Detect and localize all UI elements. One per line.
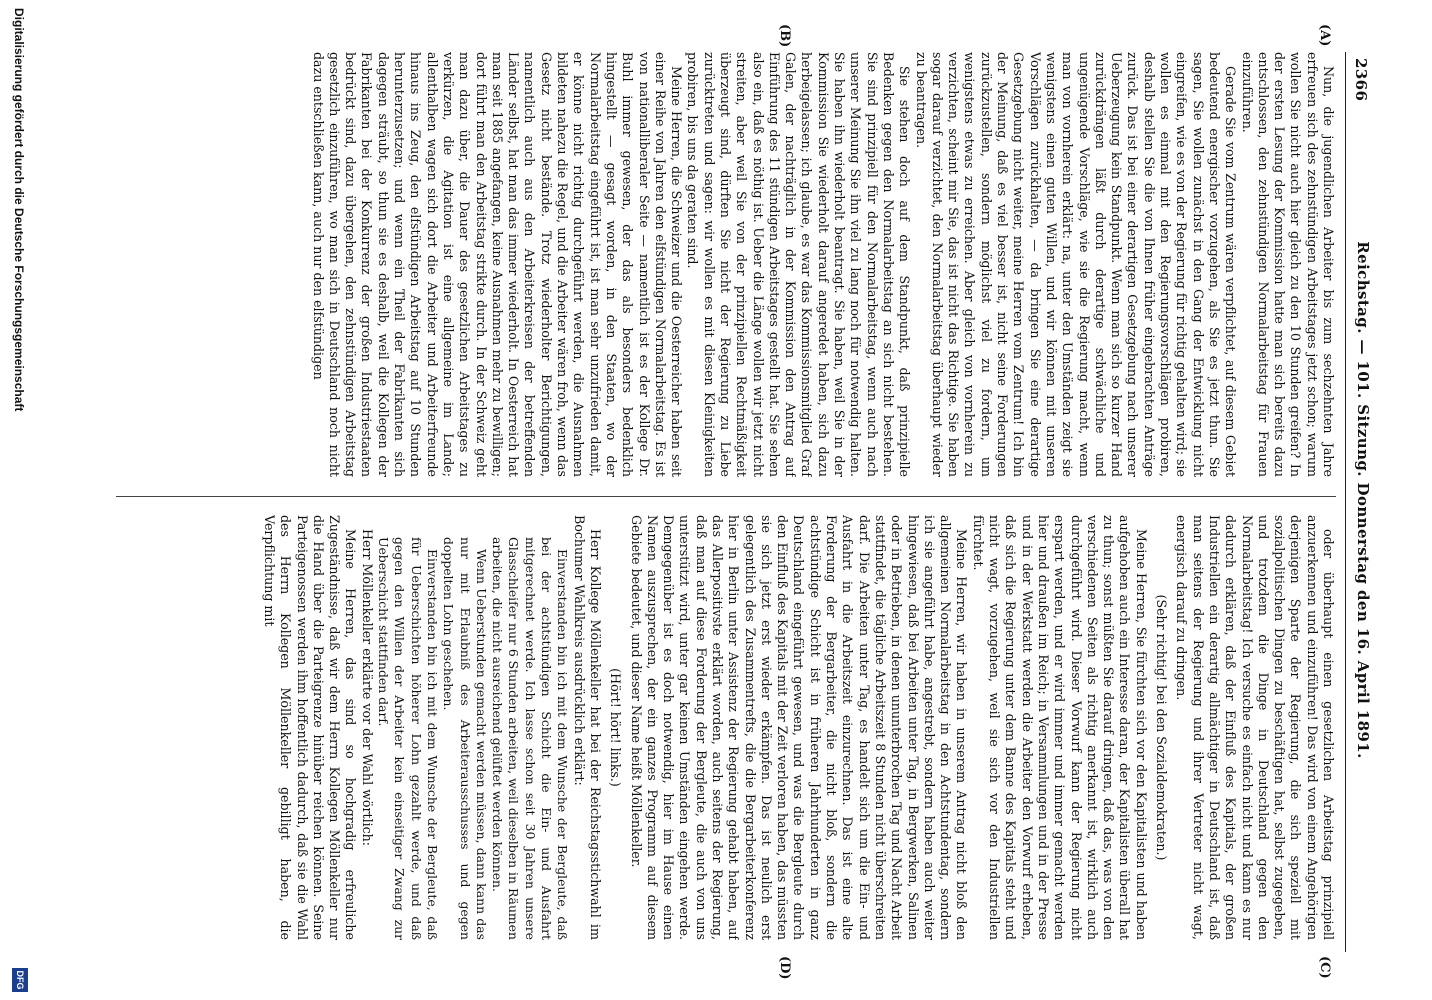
quotation: Wenn Ueberstunden gemacht werden müssen, dann kann das nur mit Erlaubniß des Arbeiterausschusses und gegen doppelten Lohn geschehen.: [441, 537, 489, 940]
paragraph: oder überhaupt einen gesetzlichen Arbeitstag prinzipiell anzuerkennen und einzuführen! Das wird von einem Angehörigen derjenigen Sparte der Regierung, die sich speziell mit sozialpolitischen Dingen zu beschäftigen hat, selbst zugegeben, und trotzdem die Dinge in Deutschland gegen den Normalarbeitstag! Ich versuche es einfach nicht und kann es nur dadurch erklären, daß der Einfluß des Kapitals, der großen Industriellen ein derartig allmächtiger in Deutschland ist, daß man seitens der Regierung und ihrer Vertreter nicht wagt, energisch darauf zu dringen.: [1174, 515, 1336, 940]
paragraph: Sie stehen doch auf dem Standpunkt, daß prinzipielle Bedenken gegen den Normalarbeitstag an sich nicht bestehen. Sie sind prinzipiell für den Normalarbeitstag, wenn auch nach unserer Meinung Sie ihn viel zu lang noch für notwendig halten. Sie haben ihn wiederholt beantragt. Sie haben, weil Sie in der Kommission Sie wiederholt darauf angeredet haben, sich dazu herbeigelassen; ich glaube, es war das Kommissionsmitglied Graf Galen, der nachträglich in der Kommission den Antrag auf Einführung des 11 stündigen Arbeitstages gestellt hat. Sie sehen also ein, daß es nöthig ist. Ueber die Länge wollen wir jetzt nicht streiten, aber weil Sie von der prinzipiellen Rechtmäßigkeit überzeugt sind, dürften Sie nicht der Regierung zu Liebe zurücktreten und sagen: wir wollen es mit diesen Kleinigkeiten probiren, bis uns da geraten sind.: [685, 52, 913, 477]
margin-mark-d: (D): [777, 956, 792, 980]
margin-mark-b: (B): [777, 24, 792, 48]
page-title: Reichstag. — 101. Sitzung. Donnerstag den 16. April 1891.: [1354, 241, 1372, 759]
right-text-column: [136, 515, 1336, 940]
header-rule: [1345, 52, 1346, 952]
margin-mark-a: (A): [1317, 24, 1332, 47]
margin-mark-c: (C): [1317, 956, 1332, 979]
quotation: Einverstanden bin ich mit dem Wunsche der Bergleute, daß bei der achtstündigen Schicht die Ein- und Ausfahrt mitgerechnet werde. Ich lasse schon seit 30 Jahren unsere Glasschleifer nur 6 Stunden arbeiten, weil dieselben in Räumen arbeiten, die nicht ausreichend gelüftet werden können.: [490, 537, 571, 940]
column-divider: [116, 496, 1336, 497]
paragraph: Nun, die jugendlichen Arbeiter bis zum sechzehnten Jahre erfreuen sich des zehnstündigen Arbeitstages jetzt schon; warum wollen Sie nicht auch hier gleich zu den 10 Stunden greifen? In der ersten Lesung der Kommission hatte man sich bereits dazu entschlossen, den zehnstündigen Normalarbeitstag für Frauen einzuführen.: [1239, 52, 1336, 477]
paragraph: Meine Herren, Sie fürchten sich vor den Kapitalisten und haben aufgehoben auch ein Interesse daran, der Kapitalisten überall hat zu thun; sonst müßten Sie darauf dringen, daß das, was von den verschiedenen Seiten als richtig anerkannt ist, wirklich auch durchgeführt wird. Dieser Vorwurf kann der Regierung nicht erspart werden, und er wird immer und immer gemacht werden hier und draußen im Reich; in Versammlungen und in der Presse und in der Werkstatt werden die Arbeiter den Vorwurf erheben, daß sich die Regierung unter dem Banne des Kapitals steht und nicht wagt, vorzugehen, weil sie sich vor den Industriellen fürchtet.: [970, 515, 1149, 940]
paragraph: Meine Herren, die Schweizer und die Oesterreicher haben seit einer Reihe von Jahren den elfstündigen Normalarbeitstag. Es ist von nationalliberaler Seite — namentlich ist es der Kollege Dr. Buhl immer gewesen, der das als besonders bedenklich hingestellt — gesagt worden, in den Staaten, wo der Normalarbeitstag eingeführt ist, ist man sehr unzufrieden damit, er könne nicht richtig durchgeführt werden, die Ausnahmen bildeten nahezu die Regel, und die Arbeiter wären froh, wenn das Gesetz nicht bestände. Trotz wiederholter Berichtigungen, namentlich auch aus den Arbeiterkreisen der betreffenden Länder selbst, hat man das immer wiederholt. In Oesterreich hat man seit 1885 angefangen, keine Ausnahmen mehr zu bewilligen; dort führt man den Arbeitstag strikte durch. In der Schweiz geht man dazu über, die Dauer des gesetzlichen Arbeitstages zu verkürzen, die Agitation ist eine allgemeine im Lande; allenthalben wagen sich dort die Arbeiter und Arbeiterfreunde hinaus ins Zeug, den elfstündigen Arbeitstag auf 10 Stunden herunterzusetzen; und wenn ein Theil der Fabrikanten sich dagegen sträubt, so thun sie es deshalb, weil die Kollegen der Fabrikanten bei der Konkurrenz der großen Industriestaaten bedrückt sind, dazu übergehen, den zehnstündigen Arbeitstag gesetzlich einzuführen, wo man sich in Deutschland noch nicht dazu entschließen kann, auch nur den elfstündigen: [310, 52, 685, 477]
digitization-credit: Digitalisierung gefördert durch die Deutsche Forschungsgemeinschaft: [12, 8, 26, 412]
paragraph: Herr Möllenkeller erklärte vor der Wahl wörtlich:: [359, 529, 375, 847]
paragraph: Herr Kollege Möllenkeller hat bei der Reichstagsstichwahl im Bochumer Wahlkreis ausdrücklich erklärt:: [571, 515, 603, 940]
page-header: [1344, 48, 1384, 952]
quotation: Einverstanden bin ich mit dem Wunsche der Bergleute, daß für Ueberschichten höherer Lohn gezahlt werde, und daß gegen den Willen der Arbeiter kein einseitiger Zwang zur Ueberschicht stattfinden darf.: [376, 537, 440, 940]
page-number: 2366: [1352, 58, 1370, 102]
interjection: (Hört! hört! links.): [608, 668, 624, 787]
digitization-footer: [8, 0, 30, 1000]
paragraph: Meine Herren, das sind so hochgradig erfreuliche Zugeständnisse, daß wir dem Herrn Kollegen Möllenkeller nur die Hand über die Parteigrenze hinüber reichen können. Seine Parteigenossen werden ihm hoffentlich dadurch, daß sie die Wahl des Herrn Kollegen Möllenkeller gebilligt haben, die Verpflichtung mit: [262, 515, 359, 940]
dfg-logo: DFG: [12, 968, 28, 992]
interjection: (Sehr richtig! bei den Sozialdemokraten.): [1154, 594, 1170, 861]
left-text-column: [136, 52, 1336, 477]
paragraph: Meine Herren, wir haben in unserem Antrag nicht bloß den allgemeinen Normalarbeitstag in den Achtstundentag, sondern ich sie angeführt habe, angestrebt, sondern haben auch weiter hingewiesen, daß bei Arbeiten unter Tag, in Bergwerken, Salinen oder in Betrieben, in denen ununterbrochen Tag und Nacht Arbeit stattfindet, die tägliche Arbeitszeit 8 Stunden nicht überschreiten darf. Die Arbeiten unter Tag, es handelt sich um die Ein- und Ausfahrt in die Arbeitszeit einzurechnen. Das ist eine alte Forderung der Bergarbeiter, die nicht bloß, sondern die achtstündige Schicht ist in früheren Jahrhunderten in ganz Deutschland eingeführt gewesen, und was die Bergleute durch den Einfluß des Kapitals mit der Zeit verloren haben, das müssten sie sich jetzt erst wieder erkämpfen. Das ist neulich erst gelegentlich des Zusammentrefts, die die Bergarbeiterkonferenz hier in Berlin unter Assistenz der Regierung gehabt haben, auf das Allerpositivste erklärt worden, auch seitens der Regierung, daß man auf diese Forderung der Bergleute, die auch von uns unterstützt wird, unter gar keinen Umständen eingehen werde. Demgegenüber ist es doch notwendig, hier im Hause einen Namen auszusprechen, der ein ganzes Programm auf diesem Gebiete bedeutet, und dieser Name heißt Möllenkeller.: [628, 515, 970, 940]
paragraph: Gerade Sie vom Zentrum wären verpflichtet, auf diesem Gebiet bedeutend energischer vorzugehen, als Sie es jetzt thun. Sie sagen, Sie wollen zunächst in den Gang der Entwicklung nicht eingreifen, wie es von der Regierung für richtig gehalten wird; sie wollen es einmal mit den Regierungsvorschlägen probiren, deshalb stellen Sie die von Ihnen früher eingebrachten Anträge zurück. Das ist bei einer derartigen Gesetzgebung nach unserer Ueberzeugung kein Standpunkt. Wenn man sich so kurzer Hand zurückdrängen läßt durch derartige schwächliche und ungenügende Vorschläge, wie sie die Regierung macht, wenn man von vornherein erklärt: na, unter den Umständen zeigt sie wenigstens einen guten Willen, und wir können mit unseren Vorschlägen zurückhalten, — da bringen Sie eine derartige Gesetzgebung nicht weiter, meine Herren vom Zentrum! Ich bin der Meinung, daß es viel besser ist, nicht seine Forderungen zurückzustellen, sondern möglichst viel zu fordern, um wenigstens etwas zu erreichen. Aber gleich von vornherein zu verzichten, scheint mir Sie, das ist nicht das Richtige. Sie haben sogar darauf verzichtet, den Normalarbeitstag überhaupt wieder zu beantragen.: [913, 52, 1239, 477]
